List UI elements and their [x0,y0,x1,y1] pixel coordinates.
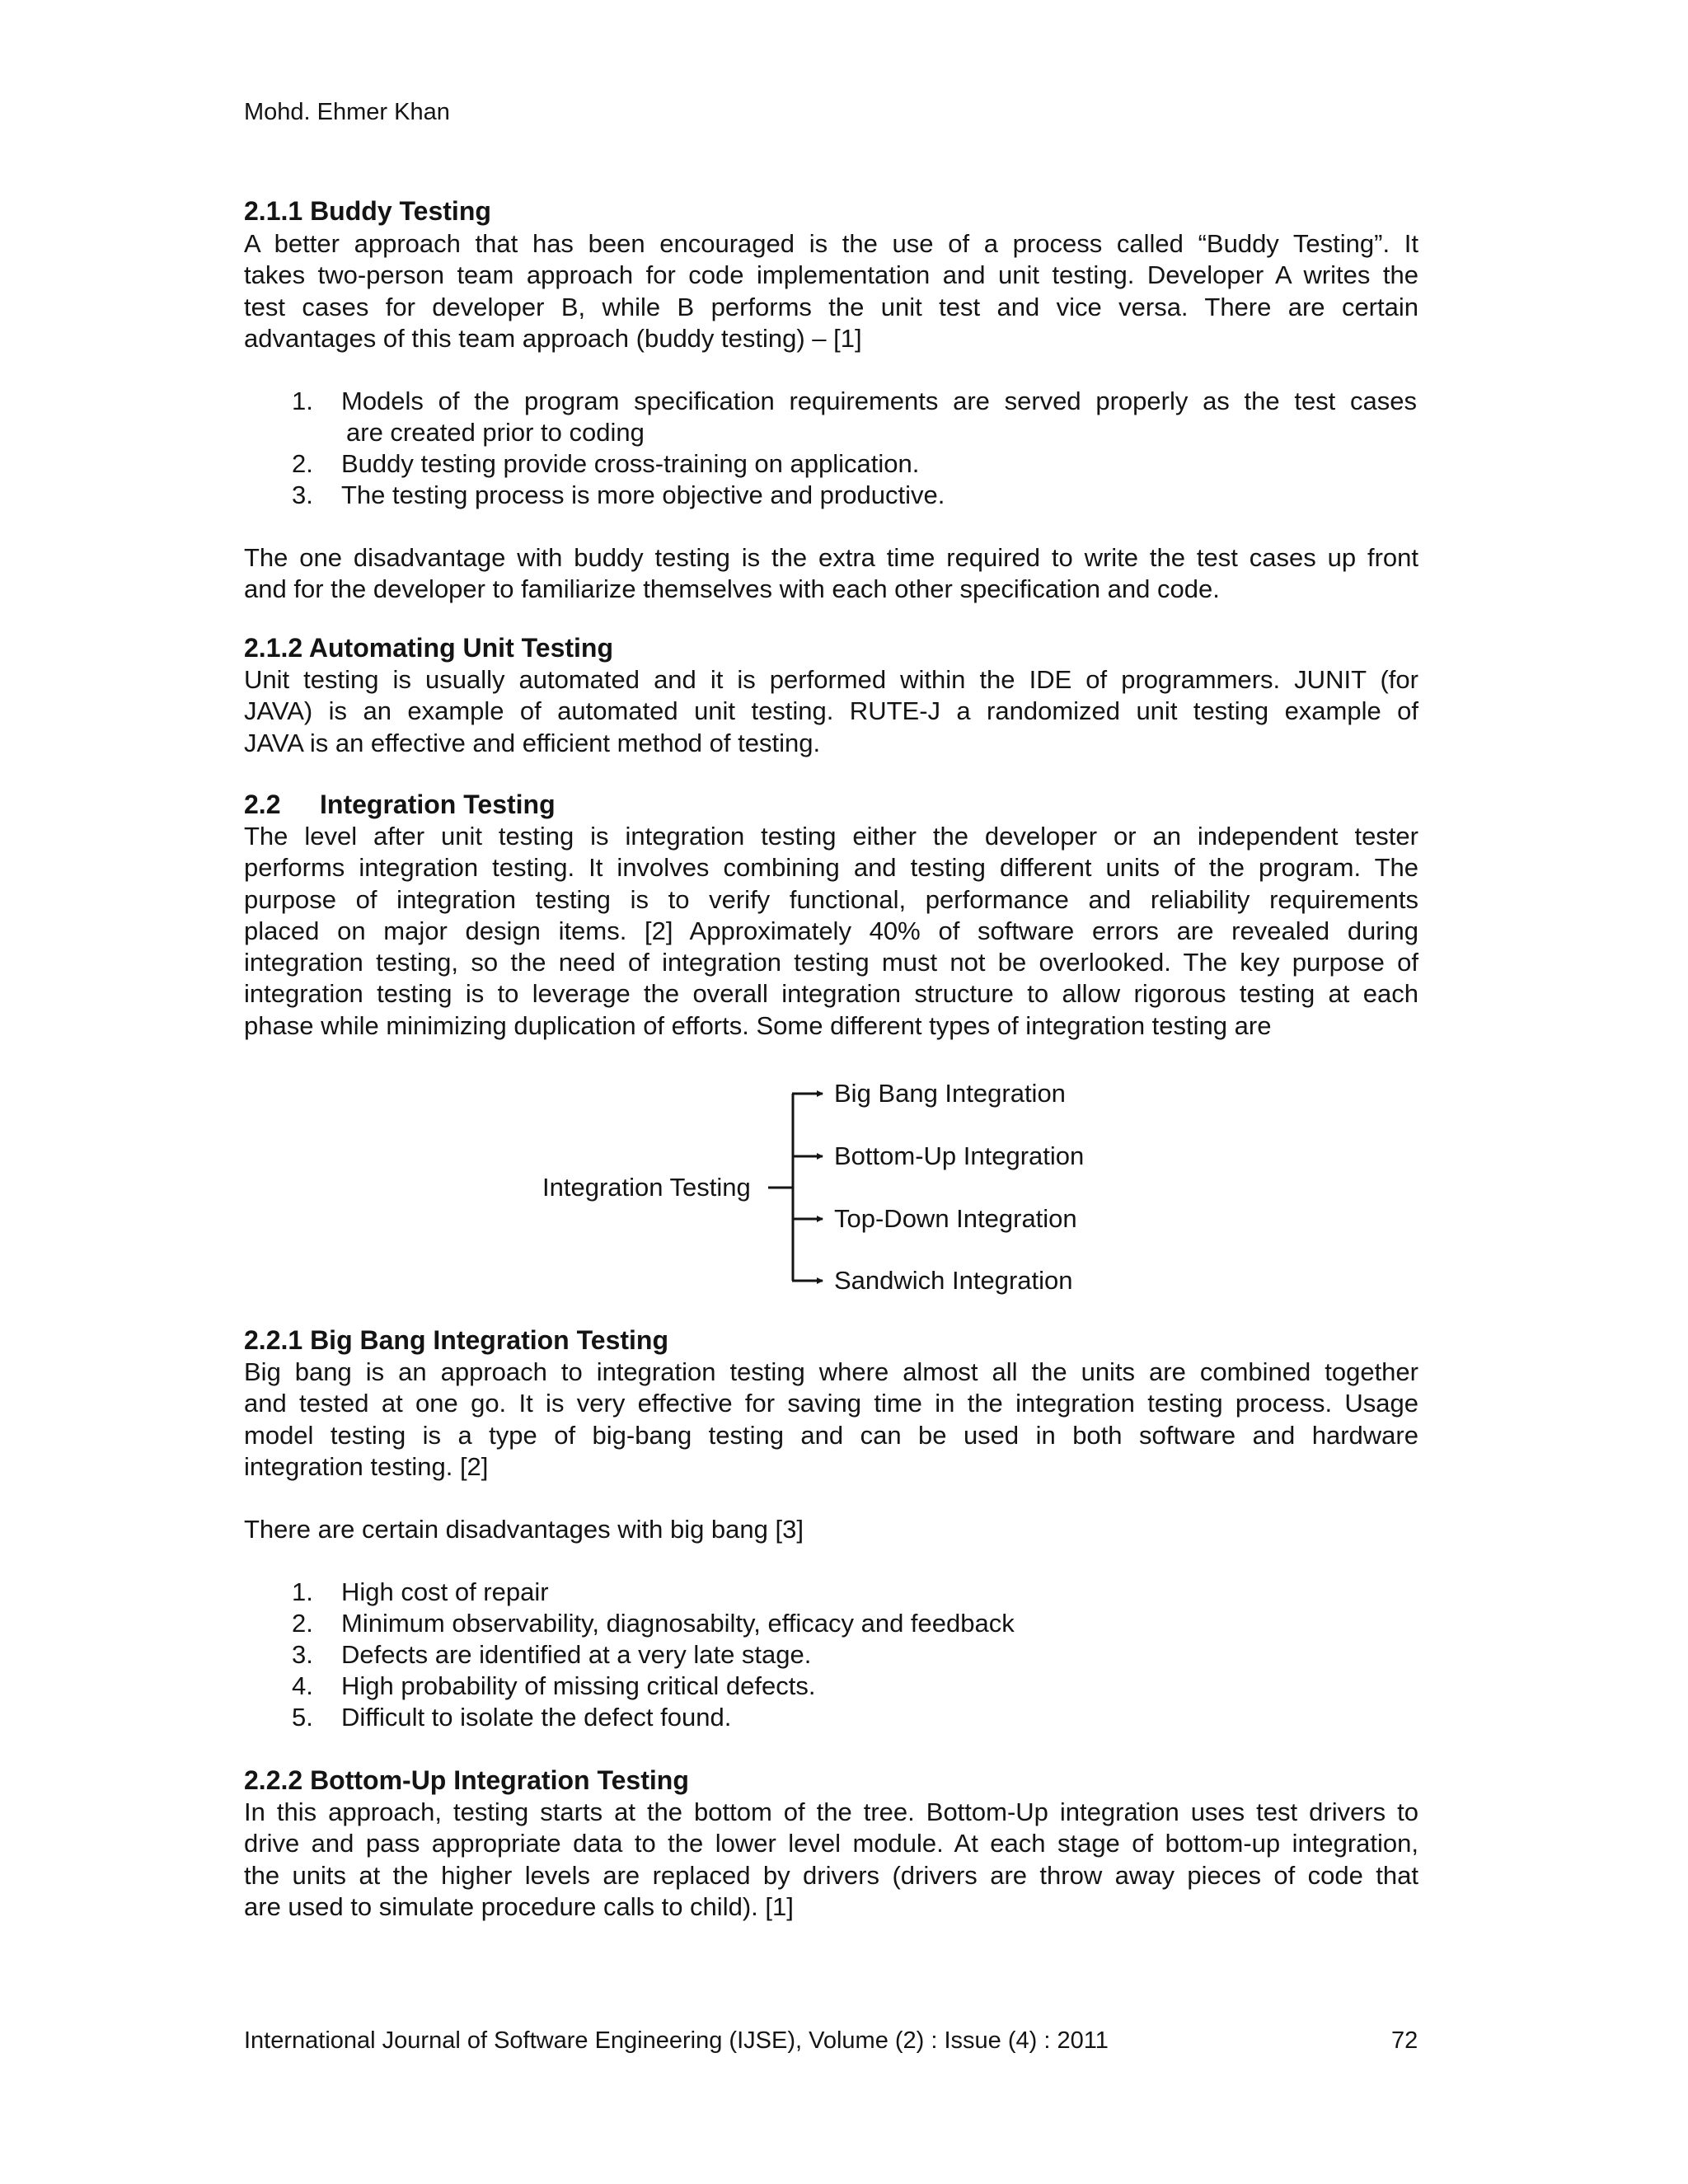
paragraph-big-bang [244,1357,1418,1483]
text-line: performs integration testing. It involves combining and testing different units of the program. The [244,853,1418,883]
list-number: 5. [292,1703,313,1732]
text-line: Unit testing is usually automated and it is performed within the IDE of programmers. JUNIT (for [244,665,1418,694]
list-text: Buddy testing provide cross-training on application. [341,449,920,478]
text-line: and for the developer to familiarize themselves with each other specification and code. [244,574,1220,604]
text-line: advantages of this team approach (buddy testing) – [1] [244,323,862,353]
text-line: and tested at one go. It is very effective for saving time in the integration testing process. Usage [244,1389,1418,1418]
text-line: the units at the higher levels are replaced by drivers (drivers are throw away pieces of code that [244,1860,1418,1890]
list-text: Defects are identified at a very late stage. [341,1640,812,1669]
list-number: 2. [292,449,313,478]
list-text: The testing process is more objective and productive. [341,480,945,509]
section-heading-bottom-up: 2.2.2 Bottom-Up Integration Testing [244,1765,689,1795]
section-number: 2.2 [244,790,281,819]
list-text: High cost of repair [341,1577,549,1606]
text-line: placed on major design items. [2] Approximately 40% of software errors are revealed during [244,916,1418,945]
list-item [292,1671,815,1702]
text-line: JAVA) is an example of automated unit testing. RUTE-J a randomized unit testing example of [244,696,1418,726]
diagram-branch-bottom-up: Bottom-Up Integration [834,1141,1085,1170]
section-heading-buddy-testing: 2.1.1 Buddy Testing [244,196,491,226]
list-number: 3. [292,1640,313,1669]
text-line: A better approach that has been encouraged is the use of a process called “Buddy Testing”. It [244,229,1418,258]
text-line: The one disadvantage with buddy testing is the extra time required to write the test cases up front [244,543,1418,572]
list-text: Models of the program specification requirements are served properly as the test cases [341,387,1417,415]
text-line: takes two-person team approach for code implementation and unit testing. Developer A writes the [244,260,1418,290]
text-line: integration testing. [2] [244,1451,489,1481]
list-number: 1. [292,1577,313,1606]
list-text: High probability of missing critical defects. [341,1671,816,1700]
section-heading-big-bang: 2.2.1 Big Bang Integration Testing [244,1325,669,1355]
diagram-branch-top-down: Top-Down Integration [834,1204,1077,1233]
list-item [292,1702,731,1733]
diagram-branch-sandwich: Sandwich Integration [834,1266,1073,1295]
list-number: 4. [292,1671,313,1700]
section-heading-automating-unit-testing: 2.1.2 Automating Unit Testing [244,633,614,663]
list-number: 2. [292,1609,313,1638]
text-line: drive and pass appropriate data to the lower level module. At each stage of bottom-up integration, [244,1829,1418,1858]
paragraph-bottom-up [244,1797,1418,1923]
section-title: Integration Testing [320,790,556,819]
list-text: Minimum observability, diagnosabilty, efficacy and feedback [341,1609,1015,1638]
text-line: are used to simulate procedure calls to child). [1] [244,1891,794,1921]
text-line: Big bang is an approach to integration testing where almost all the units are combined together [244,1357,1418,1386]
diagram-root-label: Integration Testing [542,1173,751,1202]
list-item [292,1577,549,1608]
text-line: model testing is a type of big-bang testing and can be used in both software and hardware [244,1420,1418,1450]
big-bang-disadvantages-intro: There are certain disadvantages with big bang [3] [244,1515,804,1544]
list-number: 1. [292,387,313,415]
running-head: Mohd. Ehmer Khan [244,99,450,125]
list-text: Difficult to isolate the defect found. [341,1703,732,1732]
list-item [292,1639,811,1671]
diagram-branch-big-bang: Big Bang Integration [834,1079,1066,1108]
text-line: JAVA is an effective and efficient method of testing. [244,728,821,757]
text-line: phase while minimizing duplication of efforts. Some different types of integration testing are [244,1010,1272,1040]
text-line: The level after unit testing is integration testing either the developer or an independent tester [244,822,1418,851]
text-line: In this approach, testing starts at the bottom of the tree. Bottom-Up integration uses test drivers to [244,1797,1418,1826]
list-item [292,1608,1015,1639]
list-item-continuation: are created prior to coding [346,418,645,447]
text-line: integration testing is to leverage the overall integration structure to allow rigorous testing at each [244,979,1418,1009]
text-line: purpose of integration testing is to verify functional, performance and reliability requirements [244,884,1418,914]
list-number: 3. [292,480,313,509]
footer-journal: International Journal of Software Engineering (IJSE), Volume (2) : Issue (4) : 2011 [244,2027,1109,2054]
text-line: integration testing, so the need of integration testing must not be overlooked. The key purpose of [244,948,1418,977]
page-number: 72 [1391,2027,1418,2054]
text-line: test cases for developer B, while B performs the unit test and vice versa. There are certain [244,292,1418,321]
